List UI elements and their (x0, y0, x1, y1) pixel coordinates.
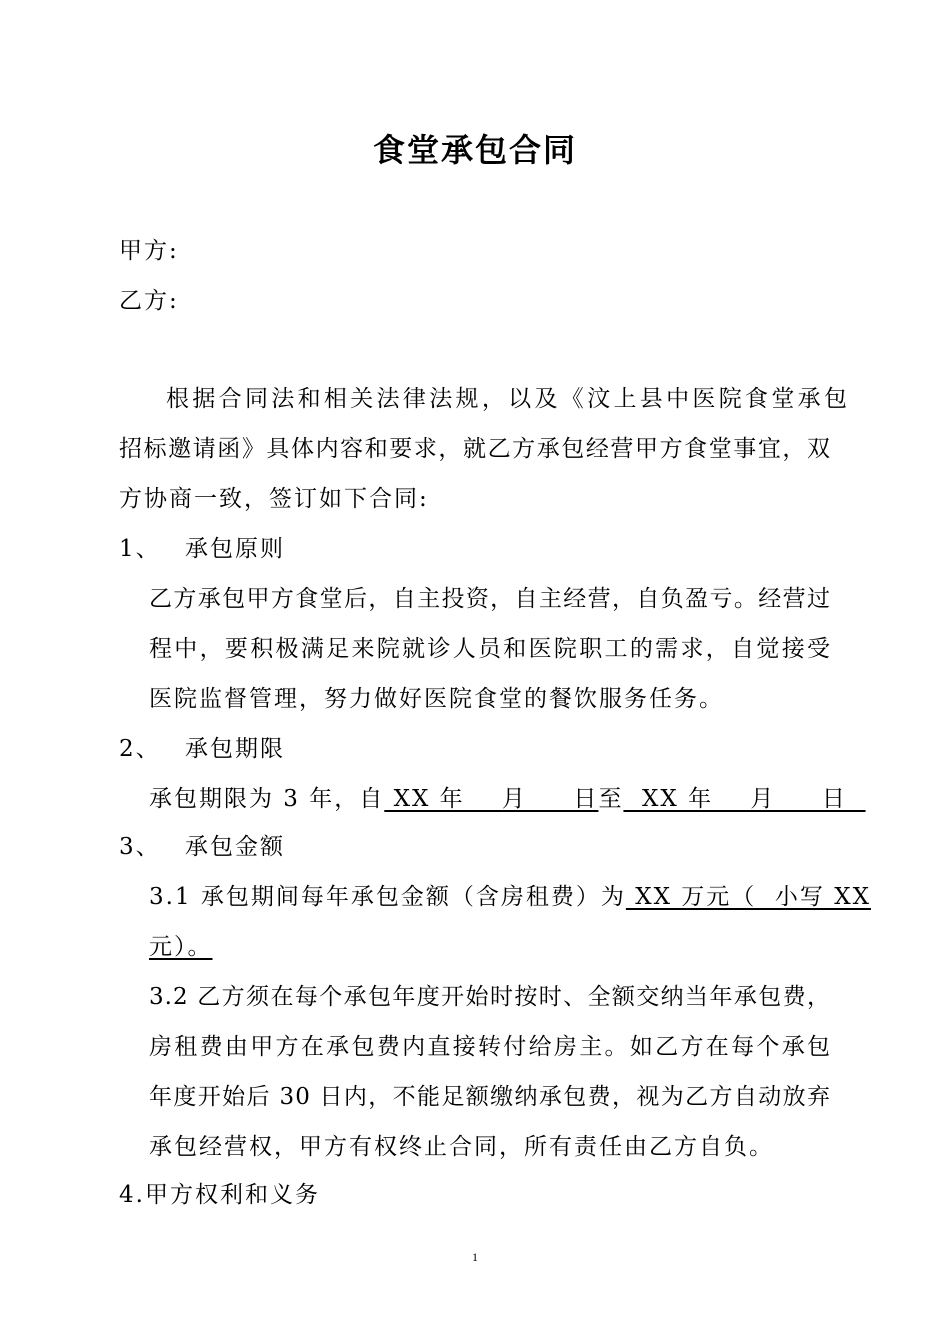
section-1-line-3: 医院监督管理，努力做好医院食堂的餐饮服务任务。 (149, 686, 724, 712)
section-3-number: 3、 (119, 834, 161, 860)
section-2-heading (119, 734, 285, 764)
amount-prefix: 3.1 承包期间每年承包金额（含房租费）为 (149, 884, 626, 910)
intro-line-3: 方协商一致，签订如下合同: (119, 486, 429, 512)
section-2-title: 承包期限 (185, 736, 285, 762)
section-3-2-line-3: 年度开始后 30 日内，不能足额缴纳承包费，视为乙方自动放弃 (149, 1084, 831, 1110)
amount-blank-cont: 元）。 (149, 934, 213, 960)
section-4-heading: 4.甲方权利和义务 (119, 1182, 320, 1208)
intro-line-1: 根据合同法和相关法律法规，以及《汶上县中医院食堂承包 (166, 386, 848, 412)
party-a-label: 甲方: (119, 238, 179, 264)
term-to: 至 (598, 786, 624, 812)
contract-title: 食堂承包合同 (372, 131, 577, 169)
section-3-1-line-1 (149, 882, 871, 912)
page-number: 1 (472, 1250, 478, 1264)
section-3-2-line-1: 3.2 乙方须在每个承包年度开始时按时、全额交纳当年承包费， (149, 984, 831, 1010)
term-start-date-blank: XX 年 月 日 (384, 786, 599, 812)
party-b-label: 乙方: (119, 288, 179, 314)
section-2-term-line (149, 784, 866, 814)
section-1-number: 1、 (119, 536, 161, 562)
amount-blank: XX 万元（ 小写 XX (625, 884, 871, 910)
section-3-title: 承包金额 (185, 834, 285, 860)
intro-line-2: 招标邀请函》具体内容和要求，就乙方承包经营甲方食堂事宜，双 (119, 436, 831, 462)
section-2-number: 2、 (119, 736, 161, 762)
section-3-2-line-2: 房租费由甲方在承包费内直接转付给房主。如乙方在每个承包 (149, 1034, 831, 1060)
section-1-line-1: 乙方承包甲方食堂后，自主投资，自主经营，自负盈亏。经营过 (149, 586, 831, 612)
term-prefix: 承包期限为 3 年，自 (149, 786, 385, 812)
section-1-heading (119, 534, 285, 564)
section-3-heading (119, 832, 285, 862)
section-3-1-line-2 (149, 932, 213, 962)
section-1-line-2: 程中，要积极满足来院就诊人员和医院职工的需求，自觉接受 (149, 636, 831, 662)
section-3-2-line-4: 承包经营权，甲方有权终止合同，所有责任由乙方自负。 (149, 1134, 774, 1160)
section-1-title: 承包原则 (185, 536, 285, 562)
term-end-date-blank: XX 年 月 日 (623, 786, 866, 812)
